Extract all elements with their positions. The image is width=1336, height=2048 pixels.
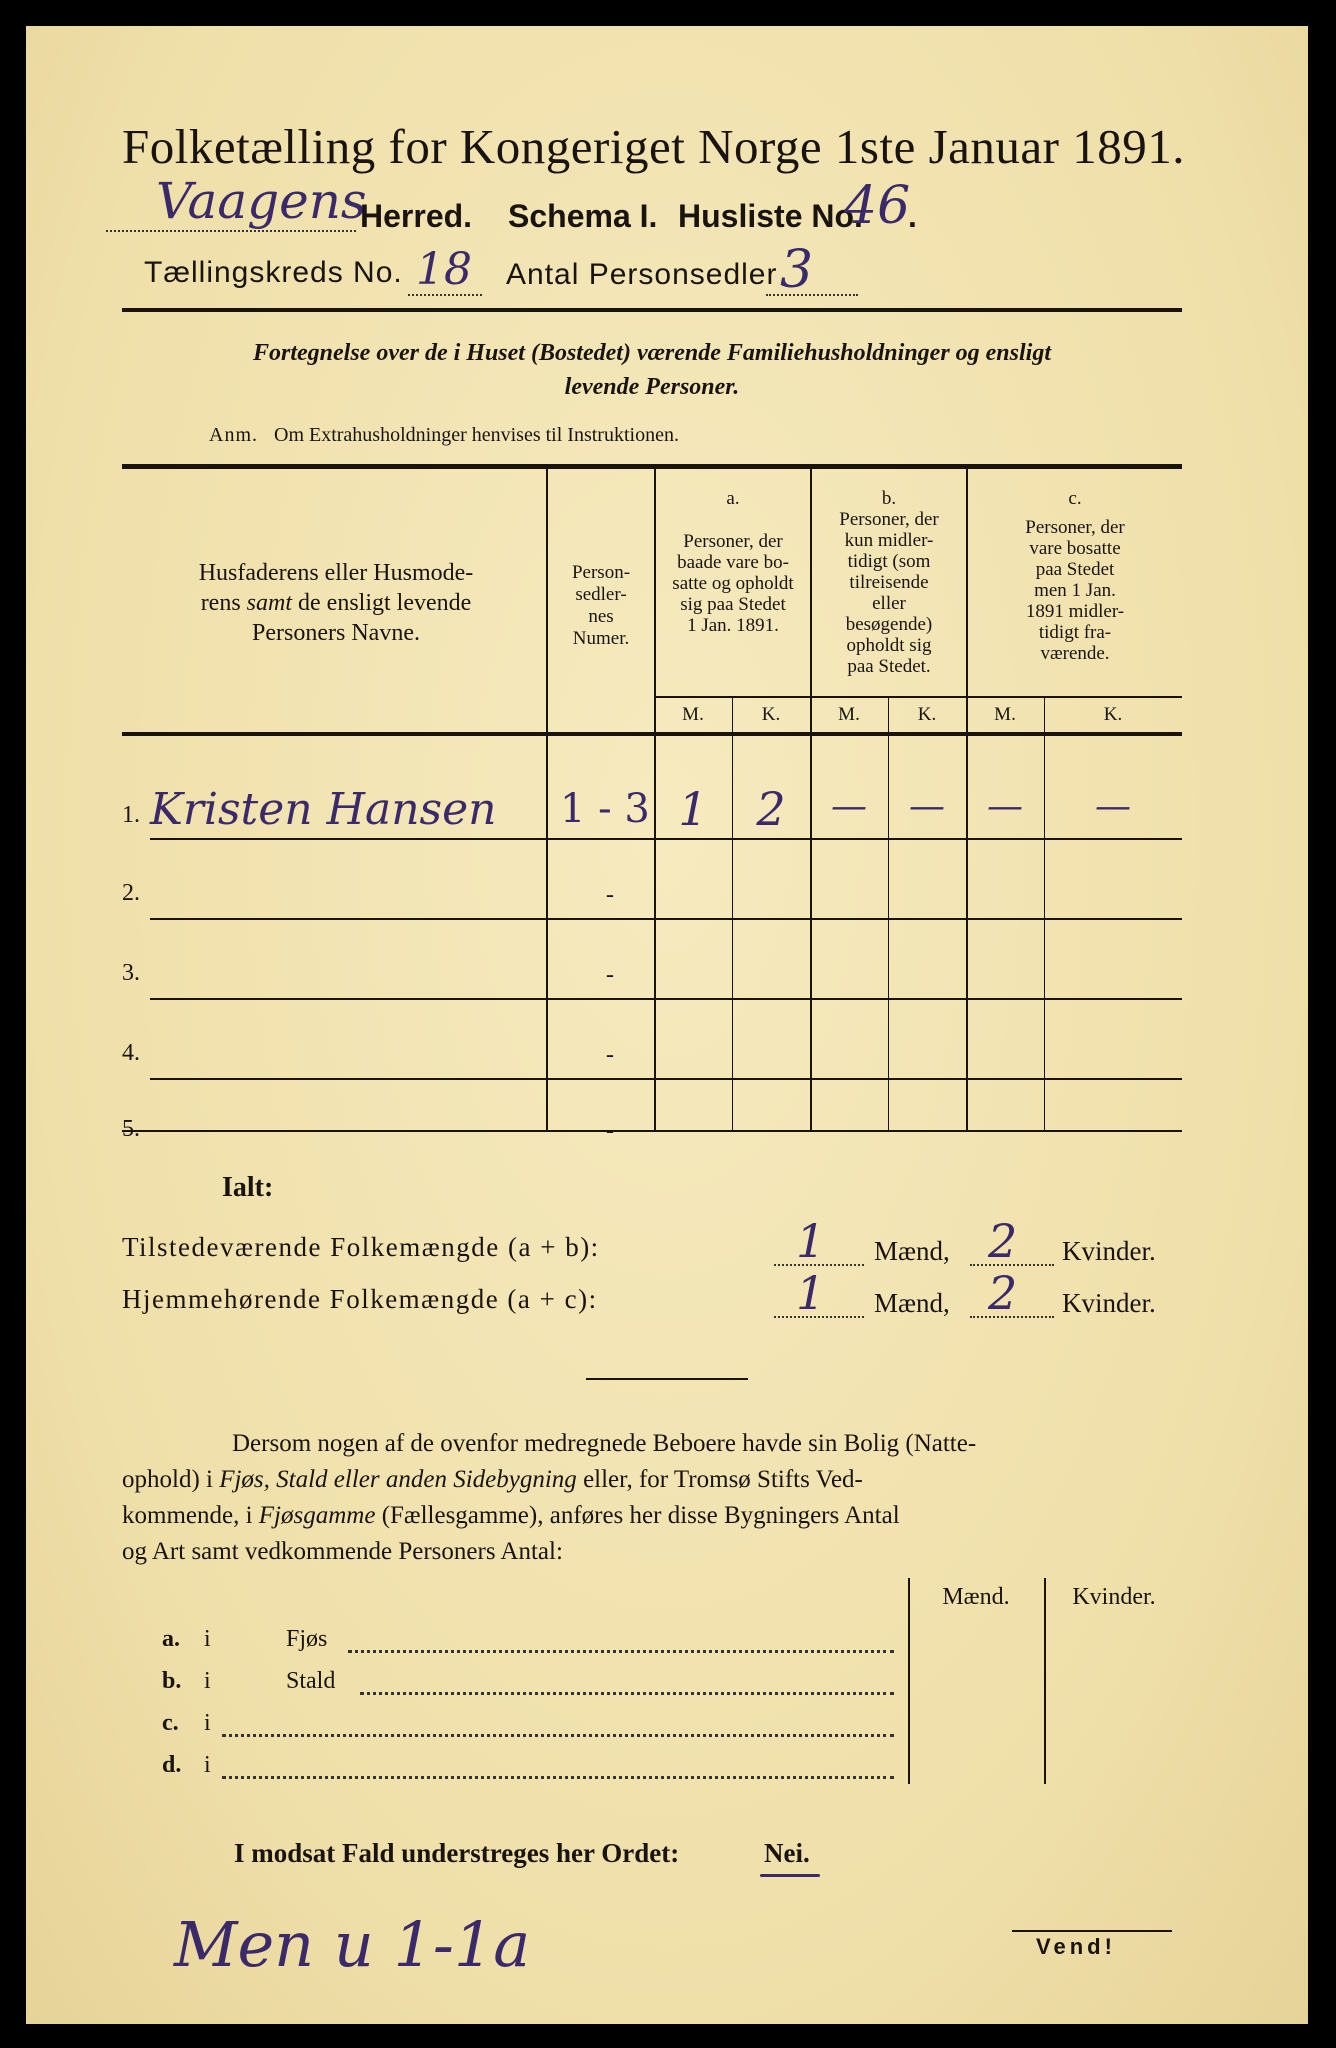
b-m-header: M. — [838, 704, 860, 725]
antal-value: 3 — [780, 240, 814, 300]
col-header-b: b. Personer, der kun midler- tidigt (som tilreisende eller besøgende) opholdt sig paa Stedet. — [839, 488, 939, 677]
b-k-header: K. — [917, 704, 937, 725]
maend-label-1: Mænd, — [874, 1236, 950, 1266]
nei-underline — [760, 1874, 820, 1877]
col-header-names: Husfaderens eller Husmode- rens samt de ensligt levende Personers Navne. — [198, 560, 474, 646]
census-form-page: Folketælling for Kongeriget Norge 1ste Januar 1891. Vaagens Herred. Schema I. Husliste No. 46 . Tællingskreds No. 18 Antal Personsedler 3 Fortegnelse over de i Huset (Bostedet) værende Familiehusholdninger og ensligt levende Personer. Anm. Om Extrahusholdninger henvises til Instruktionen. Husfaderens eller Husmode- rens samt de ensligt levende Personers Navne. Person- sedler- nes Numer. a. Personer, der baade vare bo- satte og opholdt sig paa Stedet 1 Jan. 1891. b. Personer, der kun midler- tidigt (som tilreisende eller besøgende) opholdt sig paa Stedet. c. Personer, der vare bosatte paa Stedet men 1 Jan. 1891 midler- tidigt fra- værende. M. K. M. K. M. K. 1. Kristen Hansen 1 - 3 1 2 — — — — 2. - 3. - 4. - 5. - Ialt: Tilstedeværende Folkemængde (a + b): 1 Mænd, 2 Kvinder. Hjemmehørende Folkemængde (a + c): 1 Mænd, 2 Kvinder. Dersom nogen af de ovenfor medregnede Beboere havde sin Bolig (Natte- ophold) i Fjøs, Stald eller anden Sidebygning eller, for Tromsø Stifts Ved- kommende, i Fjøsgamme (Fællesgamme), anføres her disse Bygningers Antal og Art samt vedkommende Personers Antal: Mænd. Kvinder. a. i Fjøs b. i Stald c. i d. i I modsat Fald understreges her Ordet: Nei. Men u 1-1a Vend! — [26, 26, 1308, 2024]
row-sedler: - — [606, 1042, 614, 1068]
tilstede-label: Tilstedeværende Folkemængde (a + b): — [122, 1232, 600, 1262]
header-rule — [122, 308, 1182, 312]
tilstede-kvinder: 2 — [988, 1214, 1018, 1268]
nei-word: Nei. — [764, 1838, 810, 1868]
row-sedler: - — [606, 882, 614, 908]
kreds-value: 18 — [416, 244, 472, 295]
row-c-m: — — [987, 786, 1023, 827]
c-k-header: K. — [1103, 704, 1123, 725]
table-top-rule — [122, 464, 1182, 469]
hjemme-maend: 1 — [796, 1266, 826, 1320]
row-number: 4. — [122, 1040, 140, 1066]
maend-label-2: Mænd, — [874, 1288, 950, 1318]
table-bottom-rule — [122, 1130, 1182, 1132]
row-sedler: 1 - 3 — [560, 786, 650, 832]
building-label: Stald — [286, 1668, 336, 1694]
form-title: Folketælling for Kongeriget Norge 1ste Januar 1891. — [122, 119, 1185, 174]
c-m-header: M. — [994, 704, 1016, 725]
hjemme-label: Hjemmehørende Folkemængde (a + c): — [122, 1284, 598, 1314]
row-name: Kristen Hansen — [150, 784, 497, 835]
kreds-label: Tællingskreds No. — [144, 256, 403, 289]
a-m-header: M. — [682, 704, 704, 725]
table-header-rule — [122, 732, 1182, 736]
a-k-header: K. — [761, 704, 781, 725]
row-number: 5. — [122, 1116, 140, 1142]
herred-field — [106, 172, 367, 232]
anm-label: Anm. — [209, 424, 258, 446]
row-b-m: — — [831, 786, 867, 827]
kvinder-label-1: Kvinder. — [1062, 1236, 1156, 1266]
anm-text: Om Extrahusholdninger henvises til Instruktionen. — [274, 424, 679, 446]
row-number: 1. — [122, 802, 140, 828]
herred-value: Vaagens — [156, 172, 367, 230]
buildings-paragraph: Dersom nogen af de ovenfor medregnede Beboere havde sin Bolig (Natte- ophold) i Fjøs, Stald eller anden Sidebygning eller, for Tromsø Stifts Ved- kommende, i Fjøsgamme (Fællesgamme), anføres her disse Bygningers Antal og Art samt vedkommende Personers Antal: — [122, 1430, 977, 1565]
row-c-k: — — [1095, 786, 1131, 827]
building-label: Fjøs — [286, 1626, 328, 1652]
row-b-k: — — [909, 786, 945, 827]
husliste-value: 46 — [844, 176, 911, 236]
col-header-numer: Person- sedler- nes Numer. — [571, 562, 631, 649]
antal-label: Antal Personsedler — [506, 258, 778, 291]
row-sedler: - — [606, 1118, 614, 1144]
herred-label: Herred. — [360, 198, 473, 234]
intro-line-1: Fortegnelse over de i Huset (Bostedet) værende Familiehusholdninger og ensligt — [253, 340, 1051, 366]
modsat-text: I modsat Fald understreges her Ordet: — [234, 1838, 680, 1868]
kvinder-label-2: Kvinder. — [1062, 1288, 1156, 1318]
row-number: 2. — [122, 880, 140, 906]
tilstede-maend: 1 — [796, 1214, 826, 1268]
schema-label: Schema I. — [508, 198, 658, 234]
col-header-c: c. Personer, der vare bosatte paa Stedet men 1 Jan. 1891 midler- tidigt fra- værende. — [1025, 488, 1125, 664]
ialt-label: Ialt: — [222, 1172, 274, 1203]
section-divider — [586, 1378, 748, 1380]
vend-label: Vend! — [1036, 1934, 1116, 1959]
row-number: 3. — [122, 960, 140, 986]
intro-line-2: levende Personer. — [564, 374, 740, 400]
row-a-m: 1 — [678, 782, 708, 836]
col-header-a: a. Personer, der baade vare bo- satte og opholdt sig paa Stedet 1 Jan. 1891. — [672, 488, 794, 636]
buildings-col-kvinder: Kvinder. — [1072, 1584, 1156, 1610]
row-a-k: 2 — [756, 782, 786, 836]
handwritten-note: Men u 1-1a — [174, 1908, 531, 1981]
row-sedler: - — [606, 962, 614, 988]
hjemme-kvinder: 2 — [988, 1266, 1018, 1320]
husliste-label: Husliste No. — [678, 198, 863, 234]
buildings-col-maend: Mænd. — [942, 1584, 1010, 1610]
